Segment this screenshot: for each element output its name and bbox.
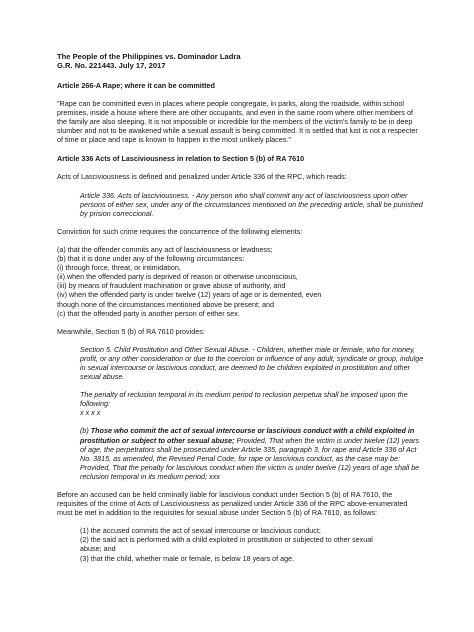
list-item: (ii) when the offended party is deprived of reason or otherwise unconscious, — [57, 272, 298, 282]
case-number: G.R. No. 221443. July 17, 2017 — [57, 61, 166, 71]
list-item: (c) that the offended party is another person of either sex. — [57, 308, 240, 318]
quote-provision-b — [80, 426, 424, 481]
elements-list — [57, 245, 424, 318]
paragraph-rape-places: "Rape can be committed even in places where people congregate, in parks, along the roadside, within school premises, inside a house where there are other occupants, and even in the same room where other members of the family are also sleeping. It is not impossible or incredible for the members of the victim's family to be in deep slumber and not to be awakened while a sexual assault is being committed. It is settled that lust is not a respecter of time or place and rape is known to happen in the most unlikely places." — [57, 98, 418, 145]
paragraph-conviction: Conviction for such crime requires the concurrence of the following elements: — [57, 226, 303, 236]
list-item: abuse; and — [80, 544, 116, 554]
list-item: (iv) when the offended party is under twelve (12) years of age or is demented, even — [57, 290, 322, 300]
list-item: (2) the said act is performed with a child exploited in prostitution or subjected to other sexual — [80, 535, 373, 545]
list-item: (iii) by means of fraudulent machination or grave abuse of authority, and — [57, 281, 286, 291]
list-item: (3) that the child, whether male or female, is below 18 years of age. — [80, 553, 295, 563]
case-title: The People of the Philippines vs. Dominador Ladra — [57, 52, 241, 61]
paragraph-defined: Acts of Lasciviousness is defined and penalized under Article 336 of the RPC, which reads: — [57, 172, 347, 182]
requisites-list — [80, 526, 424, 562]
quote-ellipsis: x x x x — [80, 408, 101, 418]
quote-section-5: Section 5. Child Prostitution and Other Sexual Abuse. - Children, whether male or female, who for money, profit, or any other consideration or due to the coercion or influence of any adult, syndicate or group, indulge in sexual intercourse or lascivious conduct, are deemed to be children exploited in prostitution and other sexual abuse. — [80, 344, 424, 382]
quote-article-336: Article 336. Acts of lasciviousness. - Any person who shall commit any act of lasciviousness upon other persons of either sex, under any of the circumstances mentioned on the preceding article, shall be punished by prision correccional. — [80, 190, 423, 218]
heading-article-266a: Article 266-A Rape; where it can be committed — [57, 80, 215, 90]
quote-penalty: The penalty of reclusion temporal in its medium period to reclusion perpetua shall be imposed upon the following: — [80, 390, 408, 409]
list-item: (i) through force, threat, or intimidation, — [57, 263, 181, 273]
heading-article-336: Article 336 Acts of Lasciviousness in relation to Section 5 (b) of RA 7610 — [57, 154, 305, 164]
list-item: (b) that it is done under any of the following circumstances: — [57, 254, 245, 264]
list-item: though none of the circumstances mentioned above be present; and — [57, 299, 274, 309]
paragraph-meanwhile: Meanwhile, Section 5 (b) of RA 7610 provides: — [57, 326, 205, 336]
list-item: (1) the accused commits the act of sexual intercourse or lascivious conduct; — [80, 526, 321, 536]
provision-b-bold: Those who commit the act of sexual intercourse or lascivious conduct with a child exploited in prostitution or subject to other sexual abuse; — [80, 426, 415, 445]
provision-b-rest: Provided, That when the victim is under twelve (12) years of age, the perpetrators shall be prosecuted under Article 335, paragraph 3, for rape and Article 336 of Act No. 3815, as amended, the Revised Penal Code, for rape or lascivious conduct, as the case may be: Provided, That the penalty for lascivious conduct when the victim is under twelve (12) years of age shall be reclusion temporal in its medium period; xxx — [80, 435, 420, 481]
list-item: (a) that the offender commits any act of lasciviousness or lewdness; — [57, 244, 273, 254]
provision-b-label: (b) — [80, 426, 91, 436]
paragraph-before: Before an accused can be held criminally liable for lascivious conduct under Section 5 (b) of RA 7610, the requisites of the crime of Acts of Lasciviousness as penalized under Article 336 of the RPC above-enumerated must be met in addition to the requisites for sexual abuse under Section 5 (b) of RA 7610, as follows: — [57, 490, 408, 518]
